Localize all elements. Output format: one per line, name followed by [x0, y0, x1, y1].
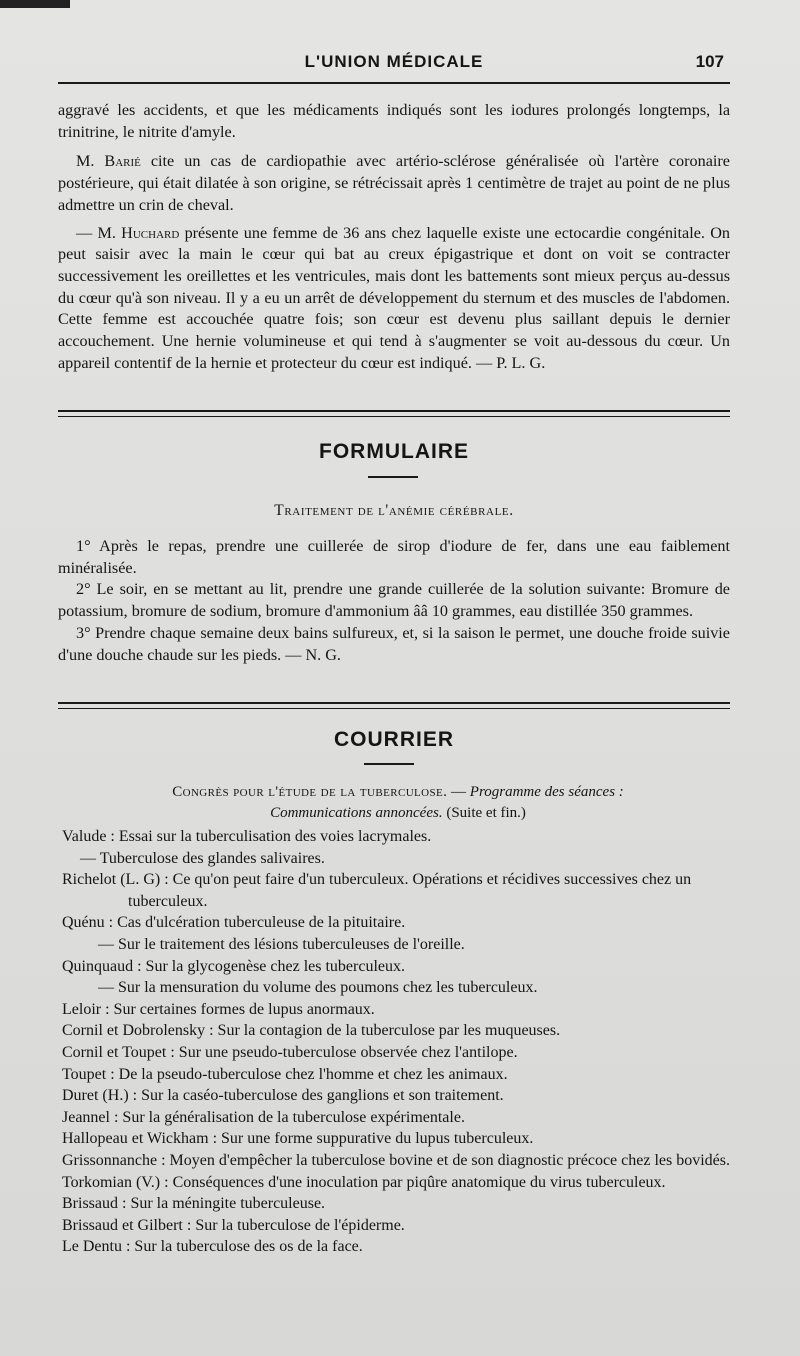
intro-paragraph-2: [58, 151, 730, 216]
communication-entry: Brissaud et Gilbert : Sur la tuberculose de l'épiderme.: [62, 1216, 405, 1234]
section-rule-thick-2: [58, 702, 730, 704]
courrier-title-underline: [364, 763, 414, 765]
intro-paragraph-3-text: présente une femme de 36 ans chez laquelle existe une ectocardie congénitale. On peut saisir avec la main le cœur qui bat au creux épigastrique et dont on voit se contracter successivement les oreillettes et les ventricules, mais dont les battements sont mieux perçus au-dessus du cœur qu'à son niveau. Il y a eu un arrêt de développement du sternum et des muscles de l'abdomen. Cette femme est accouchée quatre fois; son cœur est devenu plus saillant depuis le dernier accouchement. Une hernie volumineuse et qui tend à s'augmenter se voit au-dessous du cœur. Un appareil contentif de la hernie et protecteur du cœur est indiqué. — P. L. G.: [58, 223, 730, 372]
congres-communications: Communications annoncées.: [270, 805, 443, 821]
scan-corner-mark: [0, 0, 70, 8]
author-barie: M. Barié: [76, 152, 141, 171]
intro-paragraph-3: [58, 223, 730, 375]
communication-entry: Quénu : Cas d'ulcération tuberculeuse de la pituitaire.: [62, 914, 406, 932]
congres-program: Programme des séances :: [469, 784, 624, 800]
communication-entry: Richelot (L. G) : Ce qu'on peut faire d'un tuberculeux. Opérations et récidives successives chez un tuberculeux.: [62, 871, 692, 910]
page-number: 107: [695, 52, 724, 71]
section-rule-thick: [58, 410, 730, 412]
section-rule-thin: [58, 416, 730, 417]
communication-entry: Cornil et Dobrolensky : Sur la contagion de la tuberculose par les muqueuses.: [62, 1022, 561, 1040]
communication-entry: Torkomian (V.) : Conséquences d'une inoculation par piqûre anatomique du virus tuberculeux.: [62, 1173, 666, 1191]
communication-entry: — Sur la mensuration du volume des poumons chez les tuberculeux.: [98, 979, 538, 997]
running-title: L'UNION MÉDICALE: [304, 52, 484, 71]
congres-lead: Congrès pour l'étude de la tuberculose.: [172, 784, 448, 800]
communication-entry: Brissaud : Sur la méningite tuberculeuse.: [62, 1195, 326, 1213]
communication-entry: Valude : Essai sur la tuberculisation des voies lacrymales.: [62, 828, 432, 845]
section-rule-thin-2: [58, 708, 730, 709]
formulaire-subtitle: Traitement de l'anémie cérébrale.: [274, 502, 514, 519]
courrier-title: COURRIER: [333, 728, 454, 751]
communication-entry: Hallopeau et Wickham : Sur une forme suppurative du lupus tuberculeux.: [62, 1130, 534, 1148]
communication-entry: Le Dentu : Sur la tuberculose des os de la face.: [62, 1238, 363, 1256]
communication-entry: — Tuberculose des glandes salivaires.: [80, 849, 325, 867]
formulaire-title: FORMULAIRE: [319, 440, 469, 463]
communication-entry: Quinquaud : Sur la glycogenèse chez les tuberculeux.: [62, 957, 405, 975]
communication-entry: Grissonnanche : Moyen d'empêcher la tuberculose bovine et de son diagnostic précoce chez les bovidés.: [62, 1151, 730, 1169]
congres-suite: (Suite et fin.): [442, 805, 526, 821]
congres-heading: [62, 782, 734, 824]
formulaire-item-3: 3° Prendre chaque semaine deux bains sulfureux, et, si la saison le permet, une douche froide suivie d'une douche chaude sur les pieds. — N. G.: [58, 623, 730, 664]
communication-entry: — Sur le traitement des lésions tuberculeuses de l'oreille.: [98, 935, 465, 953]
formulaire-item-1: 1° Après le repas, prendre une cuillerée de sirop d'iodure de fer, dans une eau faiblement minéralisée.: [58, 537, 730, 577]
communication-entry: Jeannel : Sur la généralisation de la tuberculose expérimentale.: [62, 1108, 465, 1126]
communication-entry: Duret (H.) : Sur la caséo-tuberculose des ganglions et son traitement.: [62, 1087, 504, 1105]
formulaire-items: [58, 536, 730, 666]
communication-entry: Toupet : De la pseudo-tuberculose chez l'homme et chez les animaux.: [62, 1065, 508, 1083]
author-huchard: — M. Huchard: [76, 223, 180, 242]
congres-dash: —: [447, 784, 470, 800]
header-rule: [58, 82, 730, 84]
communication-entry: Cornil et Toupet : Sur une pseudo-tuberculose observée chez l'antilope.: [62, 1043, 518, 1061]
formulaire-title-underline: [368, 476, 418, 478]
communications-list: [62, 826, 734, 1258]
intro-section: [58, 100, 730, 374]
communication-entry: Leloir : Sur certaines formes de lupus anormaux.: [62, 1000, 375, 1018]
page-header: [58, 52, 730, 76]
formulaire-item-2: 2° Le soir, en se mettant au lit, prendre une grande cuillerée de la solution suivante: Bromure de potassium, bromure de sodium, bromure d'ammonium ââ 10 grammes, eau distillée 350 grammes.: [58, 580, 730, 621]
intro-paragraph-1: aggravé les accidents, et que les médicaments indiqués sont les iodures prolongés longtemps, la trinitrine, le nitrite d'amyle.: [58, 101, 730, 141]
intro-paragraph-2-text: cite un cas de cardiopathie avec artério-sclérose généralisée où l'artère coronaire postérieure, qui était dilatée à son origine, se rétrécissait après 1 centimètre de trajet au point de ne plus admettre un crin de cheval.: [58, 152, 730, 214]
courrier-section: [62, 782, 734, 1258]
